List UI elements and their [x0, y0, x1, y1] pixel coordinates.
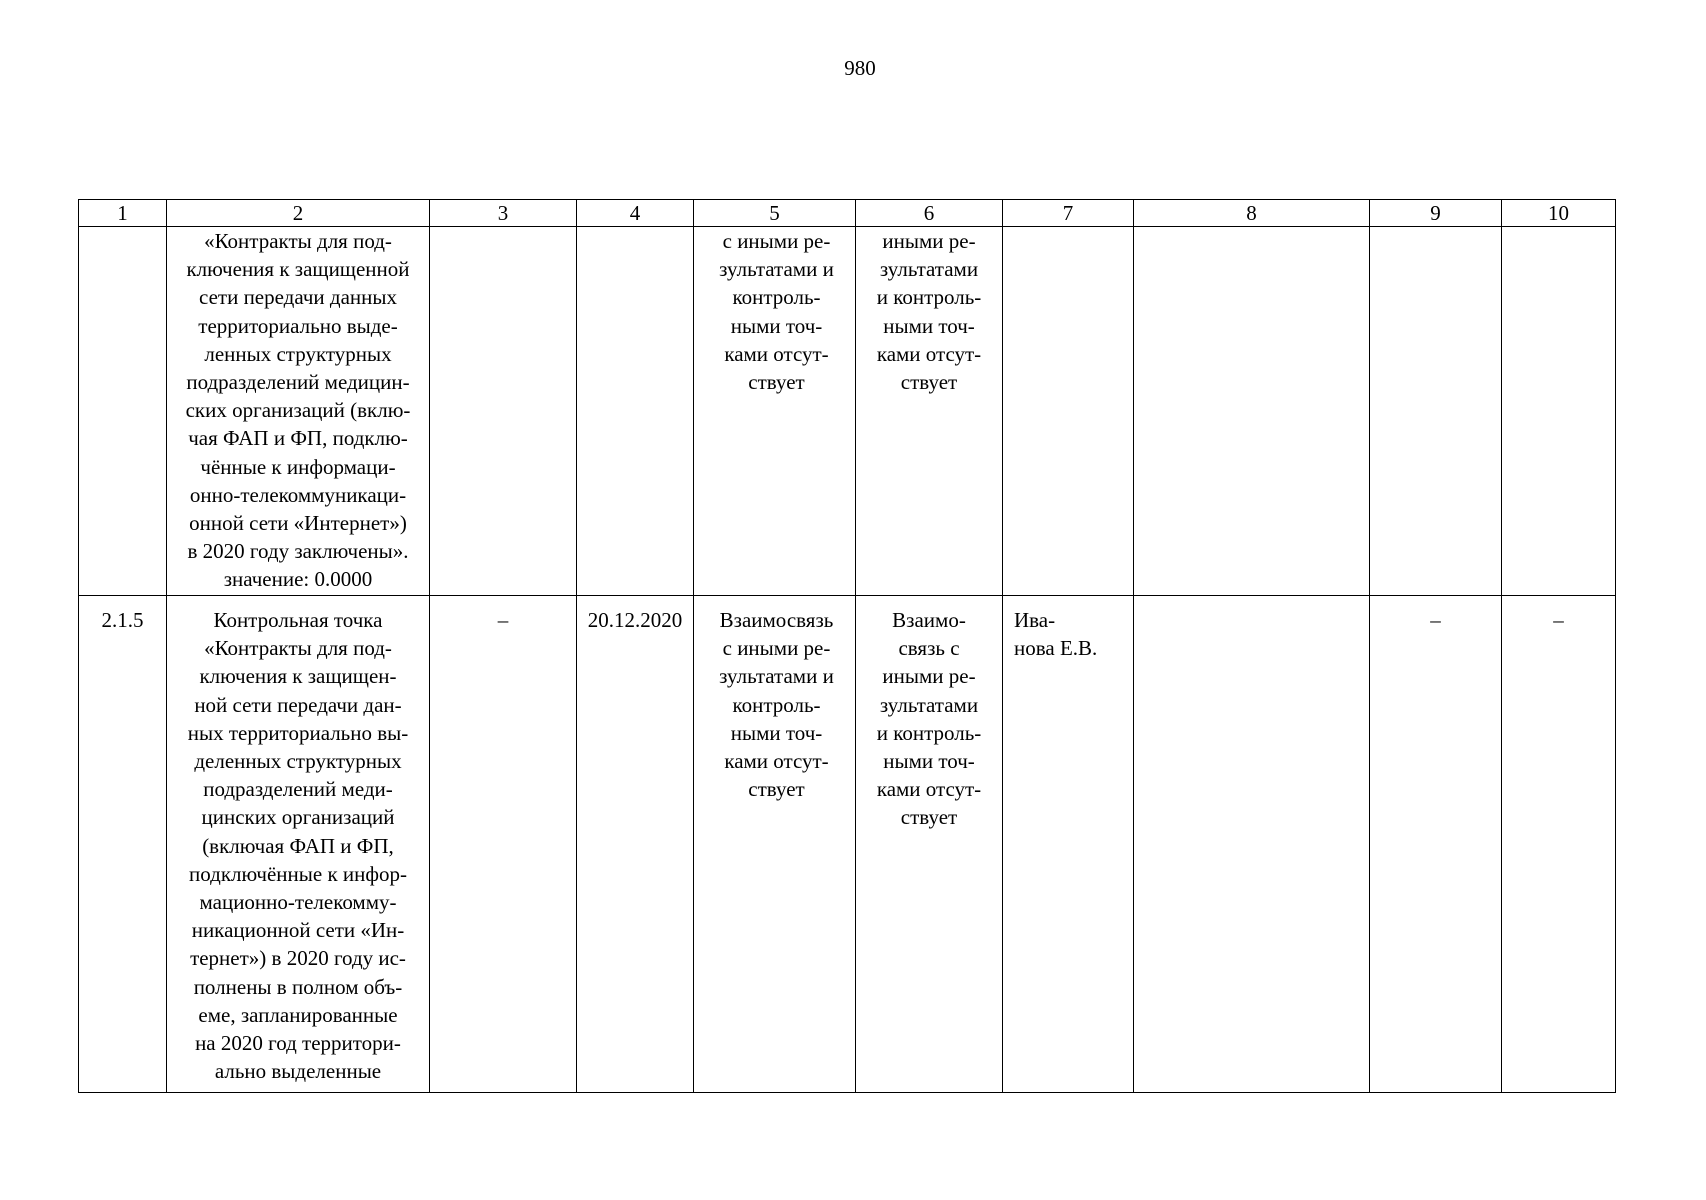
- table-header-row: [79, 200, 1616, 227]
- column-header-1: 1: [79, 200, 167, 227]
- column-header-4: 4: [577, 200, 694, 227]
- cell-relationship-2-text: Взаимо- связь с иными ре- зультатами и контроль- ными точ- ками отсут- ствует: [876, 608, 982, 830]
- cell-relationship-2: [856, 596, 1003, 1093]
- table-row: [79, 596, 1616, 1093]
- cell-description: [167, 227, 430, 596]
- cell-relationship: [694, 596, 856, 1093]
- column-header-10: 10: [1502, 200, 1616, 227]
- cell-description: [167, 596, 430, 1093]
- cell-col10-text: –: [1553, 608, 1564, 632]
- document-table: [78, 199, 1616, 1093]
- cell-col10: [1502, 227, 1616, 596]
- cell-number: [79, 596, 167, 1093]
- cell-col8: [1134, 596, 1370, 1093]
- cell-date: [577, 227, 694, 596]
- cell-col9: [1370, 227, 1502, 596]
- page-number: 980: [844, 56, 876, 80]
- cell-col3: [430, 227, 577, 596]
- cell-responsible: [1003, 596, 1134, 1093]
- cell-col10: [1502, 596, 1616, 1093]
- cell-responsible: [1003, 227, 1134, 596]
- column-header-3: 3: [430, 200, 577, 227]
- column-header-2: 2: [167, 200, 430, 227]
- cell-relationship-text: с иными ре- зультатами и контроль- ными точ- ками отсут- ствует: [719, 229, 834, 395]
- column-header-7: 7: [1003, 200, 1134, 227]
- cell-date: [577, 596, 694, 1093]
- cell-description-text: «Контракты для под- ключения к защищенной сети передачи данных территориально выде- ленных структурных подразделений медицин- ских организаций (вклю- чая ФАП и ФП, подклю- чённые к информаци- онно-телекоммуникаци- онной сети «Интернет») в 2020 году заключены». значение: 0.0000: [185, 229, 411, 592]
- cell-col3: [430, 596, 577, 1093]
- cell-number: [79, 227, 167, 596]
- cell-date-text: 20.12.2020: [587, 608, 683, 632]
- column-header-6: 6: [856, 200, 1003, 227]
- column-header-8: 8: [1134, 200, 1370, 227]
- cell-col8: [1134, 227, 1370, 596]
- cell-description-text: Контрольная точка «Контракты для под- ключения к защищен- ной сети передачи дан- ных территориально вы- деленных структурных подразделений меди- цинских организаций (включая ФАП и ФП, подключённые к инфор- мационно-телекомму- никационной сети «Ин- тернет») в 2020 году ис- полнены в полном объ- еме, запланированные на 2020 год территори- ально выделенные: [187, 608, 409, 1084]
- cell-relationship: [694, 227, 856, 596]
- cell-responsible-text: Ива- нова Е.В.: [1014, 608, 1098, 661]
- cell-relationship-text: Взаимосвязь с иными ре- зультатами и контроль- ными точ- ками отсут- ствует: [719, 608, 834, 802]
- column-header-9: 9: [1370, 200, 1502, 227]
- cell-number-text: 2.1.5: [101, 608, 144, 632]
- cell-col9: [1370, 596, 1502, 1093]
- cell-relationship-2-text: иными ре- зультатами и контроль- ными точ- ками отсут- ствует: [876, 229, 982, 395]
- cell-col3-text: –: [497, 608, 509, 632]
- table-row: [79, 227, 1616, 596]
- cell-col9-text: –: [1430, 608, 1441, 632]
- column-header-5: 5: [694, 200, 856, 227]
- cell-relationship-2: [856, 227, 1003, 596]
